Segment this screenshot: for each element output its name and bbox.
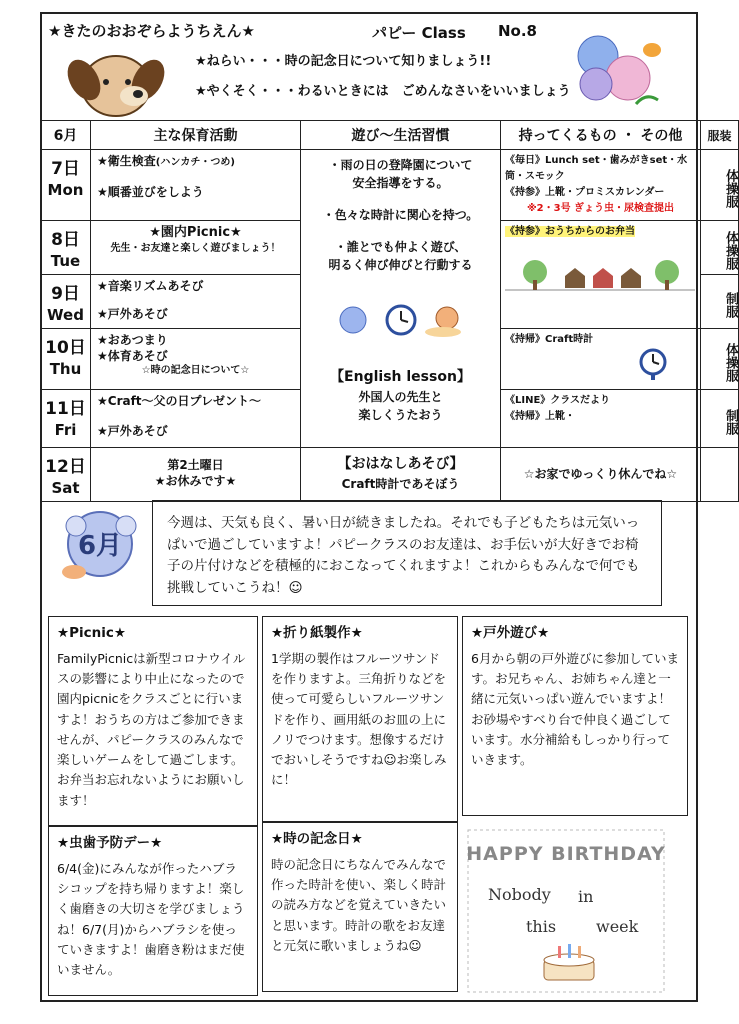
day-date: 7日	[51, 159, 80, 179]
play-text: 外国人の先生と	[358, 390, 443, 404]
uniform-mon: 体操服	[701, 150, 739, 221]
activity-text: ★園内Picnic★	[149, 225, 242, 240]
bring-sat	[501, 448, 701, 502]
bring-tue	[501, 221, 701, 329]
article-origami	[262, 616, 458, 822]
article-body: 6/4(金)にみんなが作ったハブラシコップを持ち帰りますよ！楽しく歯磨きの大切さを学びましょうね！6/7(月)からハブラシを使っていきますよ！歯磨き粉はまだ使いません。	[57, 860, 245, 978]
col-uniform: 服装	[701, 121, 739, 150]
play-text: 明るく伸び伸びと行動する	[328, 258, 473, 272]
activity-fri	[91, 390, 301, 448]
birthday-title: HAPPY BIRTHDAY	[466, 843, 666, 865]
trees-houses-illustration	[505, 250, 695, 300]
month-label: 6月	[41, 121, 91, 150]
play-text: ・色々な時計に関心を持つ。	[322, 208, 479, 222]
day-weekday: Mon	[47, 181, 84, 199]
activity-thu	[91, 329, 301, 390]
weekly-schedule	[40, 120, 739, 502]
activity-text: ★戸外あそび	[97, 307, 168, 322]
june-hydrangea-badge	[56, 506, 144, 584]
bring-highlight: 《持参》おうちからのお弁当	[505, 226, 635, 237]
issue-number: No.8	[498, 22, 537, 40]
activity-sat	[91, 448, 301, 502]
day-date: 8日	[51, 230, 80, 250]
article-picnic	[48, 616, 258, 826]
day-mon	[41, 150, 91, 221]
activity-text: ★音楽リズムあそび	[97, 279, 204, 293]
activity-text: ★体育あそび	[97, 349, 168, 364]
uniform-wed: 制服	[701, 275, 739, 329]
bring-text: 《LINE》クラスだより	[505, 395, 610, 406]
bring-text: ☆お家でゆっくり休んでね☆	[523, 466, 678, 481]
activity-text: 先生・お友達と楽しく遊びましょう！	[110, 242, 281, 254]
article-dental-day	[48, 826, 258, 996]
day-wed	[41, 275, 91, 329]
bring-fri	[501, 390, 701, 448]
activity-text: ★衛生検査	[97, 154, 156, 168]
weekly-message: 今週は、天気も良く、暑い日が続きましたね。それでも子どもたちは元気いっぱいで過ごしていますよ！パピークラスのお友達は、お手伝いが大好きでお椅子の片付けなどを積極的におこなってくれますよ！これからもみんなで何でも挑戦していこうね！☺	[152, 500, 662, 606]
bring-thu	[501, 329, 701, 390]
activity-tue	[91, 221, 301, 275]
goal-text: ★ねらい・・・時の記念日について知りましょう!!	[195, 54, 492, 69]
bring-text: 《毎日》Lunch set・歯みがきset・水筒・スモック	[505, 155, 688, 182]
article-body: 時の記念日にちなんでみんなで作った時計を使い、楽しく時計の読み方などを覚えていきたいと思います。時計の歌をお友達と元気に歌いましょうね☺	[271, 856, 447, 953]
activity-text: ★おあつまり	[97, 333, 168, 347]
day-weekday: Wed	[47, 306, 84, 324]
promise-text: ★やくそく・・・わるいときには ごめんなさいをいいましょう	[195, 84, 571, 99]
activity-text: ★順番並びをしよう	[97, 184, 204, 199]
play-text: 安全指導をする。	[352, 176, 449, 190]
article-title: ★Picnic★	[57, 625, 126, 641]
play-text: Craft時計であそぼう	[341, 477, 460, 491]
activity-text: 第2土曜日	[167, 458, 224, 472]
english-lesson-title: 【English lesson】	[330, 369, 471, 385]
article-title: ★折り紙製作★	[271, 625, 363, 641]
article-time-day	[262, 822, 458, 992]
activity-text: ★Craft～父の日プレゼント～	[97, 394, 262, 408]
play-text: ・誰とでも仲よく遊び、	[334, 240, 467, 254]
day-date: 10日	[45, 338, 86, 358]
play-habits	[301, 150, 501, 448]
day-date: 9日	[51, 284, 80, 304]
day-tue	[41, 221, 91, 275]
article-body: 1学期の製作はフルーツサンドを作りますよ。三角折りなどを使って可愛らしいフルーツサンドを作り、画用紙のお皿の上にノリでつけます。想像するだけでおいしそうですね☺お楽しみに！	[271, 650, 447, 788]
activity-wed	[91, 275, 301, 329]
article-title: ★虫歯予防デー★	[57, 835, 163, 851]
activity-note: (ハンカチ・つめ)	[155, 157, 235, 168]
story-time-title: 【おはなしあそび】	[337, 456, 464, 472]
uniform-thu: 体操服	[701, 329, 739, 390]
puppy-illustration	[58, 40, 168, 122]
uniform-tue: 体操服	[701, 221, 739, 275]
article-body: 6月から朝の戸外遊びに参加しています。お兄ちゃん、お姉ちゃん達と一緒に元気いっぱい遊んでいますよ！お砂場やすべり台で仲良く過ごしています。水分補給もしっかり行っていきます。	[471, 650, 679, 768]
bring-mon	[501, 150, 701, 221]
article-title: ★時の記念日★	[271, 831, 363, 847]
article-outdoor-play	[462, 616, 688, 816]
school-name: ★きたのおおぞらようちえん★	[48, 22, 255, 40]
uniform-sat	[701, 448, 739, 502]
col-bring: 持ってくるもの ・ その他	[501, 121, 701, 150]
col-play: 遊び～生活習慣	[301, 121, 501, 150]
article-body: FamilyPicnicは新型コロナウイルスの影響により中止になったので園内picnicをクラスごとに行いますよ！おうちの方はご参加できませんが、パピークラスのみんなで楽しいゲームをして過ごします。お弁当お忘れないようにお願いします！	[57, 650, 246, 808]
clock-snail-illustration	[331, 300, 471, 340]
play-story	[301, 448, 501, 502]
day-date: 12日	[45, 457, 86, 477]
uniform-fri: 制服	[701, 390, 739, 448]
article-title: ★戸外遊び★	[471, 625, 550, 641]
birthday-line: Nobody	[488, 885, 551, 904]
clock-illustration	[635, 348, 675, 380]
day-weekday: Fri	[54, 421, 77, 439]
birthday-card	[466, 828, 666, 994]
bring-text: 《持参》上靴・プロミスカレンダー	[505, 187, 665, 198]
play-text: 楽しくうたおう	[358, 408, 443, 422]
day-weekday: Thu	[49, 360, 82, 378]
activity-text: ★お休みです★	[154, 474, 237, 489]
day-thu	[41, 329, 91, 390]
bring-note: ※2・3号 ぎょう虫・尿検査提出	[526, 203, 675, 214]
june-label: 6月	[77, 531, 123, 561]
day-fri	[41, 390, 91, 448]
hydrangea-illustration	[566, 28, 666, 114]
activity-text: ☆時の記念日について☆	[141, 365, 250, 377]
activity-mon	[91, 150, 301, 221]
birthday-line: this	[526, 917, 557, 936]
bring-text: 《持帰》上靴・	[505, 411, 575, 422]
birthday-line: week	[596, 917, 639, 936]
col-activity: 主な保育活動	[91, 121, 301, 150]
play-text: ・雨の日の登降園について	[328, 158, 473, 172]
day-date: 11日	[45, 399, 86, 419]
class-name: パピー Class	[372, 24, 466, 42]
birthday-line: in	[578, 887, 594, 906]
activity-text: ★戸外あそび	[97, 424, 168, 439]
day-weekday: Sat	[51, 479, 80, 497]
day-weekday: Tue	[50, 252, 81, 270]
bring-text: 《持帰》Craft時計	[505, 334, 594, 345]
day-sat	[41, 448, 91, 502]
